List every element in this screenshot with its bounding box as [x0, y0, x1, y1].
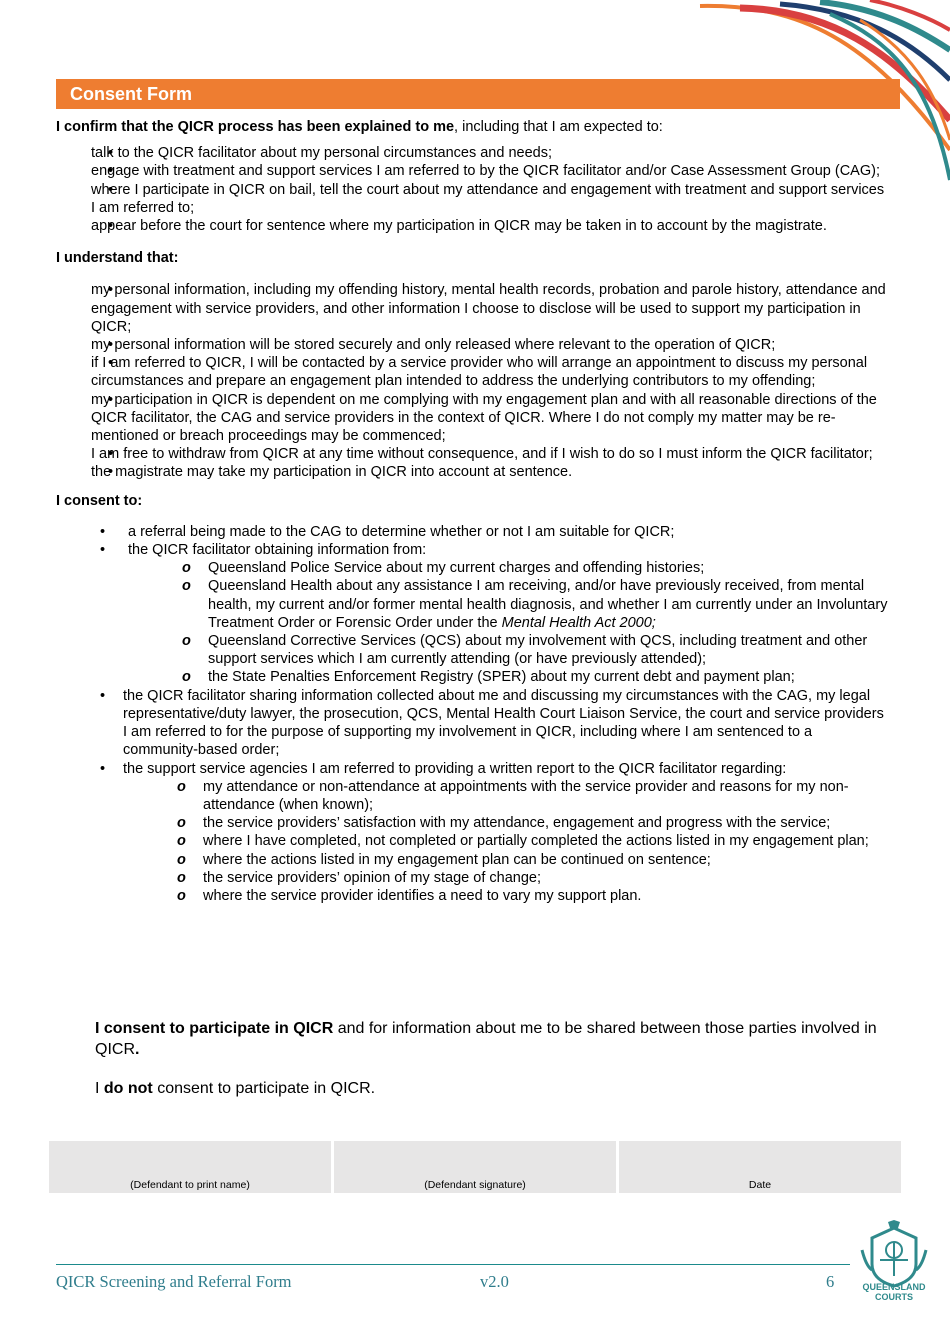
- reports-text: the support service agencies I am referred to providing a written report to the QICR facilitator regarding:: [123, 760, 787, 777]
- sub-list-item: o my attendance or non-attendance at appointments with the service provider and reasons for my non-attendance (when known);: [123, 778, 890, 814]
- understand-heading-text: I understand that:: [56, 250, 179, 267]
- consent-yes-statement[interactable]: [95, 1018, 885, 1060]
- consent-form-banner: Consent Form: [56, 79, 900, 109]
- obtaining-text: the QICR facilitator obtaining information from:: [128, 542, 427, 559]
- defendant-name-label: (Defendant to print name): [130, 1179, 250, 1191]
- intro-paragraph: [56, 118, 890, 136]
- list-item: • where I participate in QICR on bail, tell the court about my attendance and engagement with treatment and support services I am referred to;: [91, 181, 890, 217]
- consent-no-rest: consent to participate in QICR.: [152, 1080, 376, 1097]
- footer-divider: [56, 1264, 850, 1265]
- list-item: • my personal information will be stored securely and only released where relevant to the operation of QICR;: [91, 336, 890, 354]
- list-item: • engage with treatment and support services I am referred to by the QICR facilitator and/or Case Assessment Group (CAG);: [91, 162, 890, 180]
- list-item: • I am free to withdraw from QICR at any time without consequence, and if I wish to do so I must inform the QICR facilitator;: [91, 445, 890, 463]
- health-act-text: Mental Health Act 2000;: [501, 614, 656, 631]
- defendant-signature-field[interactable]: [334, 1141, 616, 1193]
- date-field[interactable]: [619, 1141, 901, 1193]
- information-sources-list: [128, 559, 890, 686]
- expected-list: [56, 144, 890, 235]
- report-items-list: [123, 778, 890, 905]
- sub-list-item: o the State Penalties Enforcement Registry (SPER) about my current debt and payment plan;: [128, 668, 890, 686]
- sub-list-item: o the service providers’ satisfaction with my attendance, engagement and progress with the service;: [123, 814, 890, 832]
- understand-heading: [56, 249, 890, 267]
- list-item: • my participation in QICR is dependent on me complying with my engagement plan and with all reasonable directions of the QICR facilitator, the CAG and service providers in the context of QICR. Where I do not comply my matter may be re-mentioned or breach proceedings may be commenced;: [91, 391, 890, 446]
- footer-title: QICR Screening and Referral Form: [56, 1272, 292, 1291]
- logo-line-1: QUEENSLAND: [862, 1282, 926, 1292]
- understand-list: [56, 281, 890, 481]
- logo-line-2: COURTS: [875, 1292, 913, 1302]
- consent-yes-end: .: [135, 1041, 140, 1058]
- list-item: [91, 760, 890, 906]
- sub-list-item: o where the actions listed in my engagement plan can be continued on sentence;: [123, 851, 890, 869]
- sub-list-item: o the service providers’ opinion of my stage of change;: [123, 869, 890, 887]
- list-item: • the magistrate may take my participation in QICR into account at sentence.: [91, 463, 890, 481]
- sub-list-item: o where the service provider identifies a need to vary my support plan.: [123, 887, 890, 905]
- list-item: [91, 541, 890, 687]
- consent-yes-rest: and for information about me to be shared between those parties involved in QICR: [95, 1020, 877, 1058]
- health-text: Queensland Health about any assistance I am receiving, and/or have previously received, from mental health, my current and/or former mental health diagnosis, and whether I am currently under an Involuntary Treatment Order or Forensic Order under the: [208, 578, 888, 631]
- consent-heading-text: I consent to:: [56, 492, 143, 509]
- date-label: Date: [748, 1179, 772, 1191]
- consent-heading: [56, 492, 890, 510]
- intro-rest: , including that I am expected to:: [454, 119, 663, 135]
- intro-bold: I confirm that the QICR process has been explained to me: [56, 119, 455, 135]
- defendant-signature-label: (Defendant signature): [424, 1179, 526, 1191]
- signature-row: [49, 1141, 901, 1193]
- queensland-courts-logo-text: [852, 1282, 936, 1302]
- list-item: • the QICR facilitator sharing information collected about me and discussing my circumstances with the CAG, my legal representative/duty lawyer, the prosecution, QCS, Mental Health Court Liaison Service, the court and service providers I am referred to for the purpose of supporting my involvement in QICR, including where I am sentenced to a community-based order;: [91, 687, 890, 760]
- sub-list-item: o Queensland Police Service about my current charges and offending histories;: [128, 559, 890, 577]
- footer-version: v2.0: [480, 1272, 509, 1291]
- consent-no-statement[interactable]: [95, 1078, 885, 1099]
- list-item: • appear before the court for sentence where my participation in QICR may be taken in to account by the magistrate.: [91, 217, 890, 235]
- form-body: [56, 118, 890, 905]
- consent-list: [56, 523, 890, 905]
- list-item: • if I am referred to QICR, I will be contacted by a service provider who will arrange an appointment to discuss my personal circumstances and prepare an engagement plan intended to address the underlying contributors to my offending;: [91, 354, 890, 390]
- sub-list-item: o Queensland Corrective Services (QCS) about my involvement with QCS, including treatment and other support services which I am currently attending (or have previously attended);: [128, 632, 890, 668]
- list-item: • talk to the QICR facilitator about my personal circumstances and needs;: [91, 144, 890, 162]
- sub-list-item: [128, 577, 890, 632]
- list-item: • my personal information, including my offending history, mental health records, probation and parole history, attendance and engagement with service providers, and other information I choose to disclose will be used to support my participation in QICR;: [91, 281, 890, 336]
- consent-no-pre: I: [95, 1080, 104, 1097]
- footer-page-number: 6: [826, 1272, 835, 1291]
- consent-yes-bold: I consent to participate in QICR: [95, 1020, 334, 1037]
- sub-list-item: o where I have completed, not completed or partially completed the actions listed in my engagement plan;: [123, 832, 890, 850]
- defendant-name-field[interactable]: [49, 1141, 331, 1193]
- consent-no-bold: do not: [103, 1080, 153, 1097]
- list-item: • a referral being made to the CAG to determine whether or not I am suitable for QICR;: [91, 523, 890, 541]
